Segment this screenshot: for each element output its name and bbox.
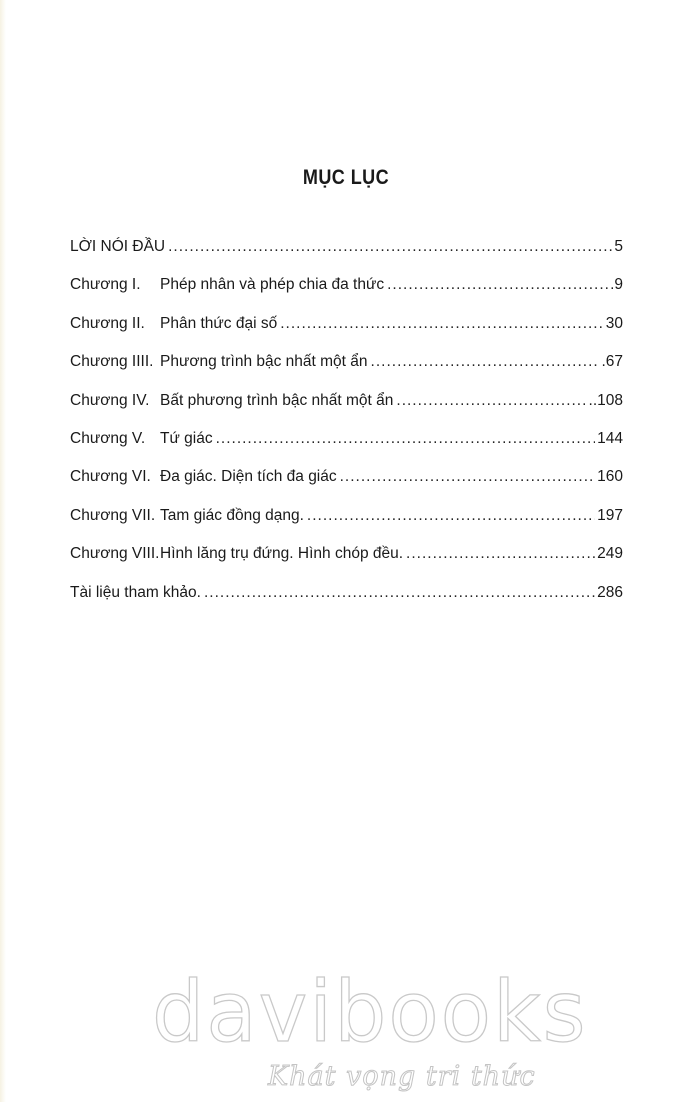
toc-entry-page: 249 [597, 545, 623, 563]
toc-entry-title: Phân thức đại số [160, 314, 278, 332]
table-of-contents [70, 238, 623, 622]
watermark-brand: davibooks [152, 963, 588, 1061]
toc-entry-page: .67 [601, 353, 623, 371]
toc-entry-page: 286 [597, 583, 623, 601]
toc-entry-title: Phép nhân và phép chia đa thức [160, 276, 385, 294]
toc-entry-preface [70, 238, 623, 276]
toc-leader-dots [280, 315, 604, 333]
toc-entry-chapter-7 [70, 507, 623, 545]
toc-entry-chapter-3 [70, 353, 623, 391]
toc-entry-page: 144 [597, 429, 623, 447]
toc-leader-dots [204, 584, 595, 602]
toc-entry-chapter: Chương VII. [70, 506, 156, 524]
toc-entry-page: ..108 [588, 391, 623, 409]
watermark-slogan: Khát vọng tri thức [268, 1061, 536, 1092]
toc-entry-title: Tam giác đồng dạng. [160, 506, 304, 524]
toc-entry-title: LỜI NÓI ĐẦU [70, 238, 166, 255]
toc-entry-chapter-5 [70, 430, 623, 468]
toc-entry-chapter: Chương VIII. [70, 545, 160, 563]
toc-entry-references [70, 584, 623, 622]
toc-leader-dots [406, 545, 595, 563]
toc-entry-chapter: Chương II. [70, 314, 145, 332]
toc-entry-page: 5 [614, 238, 623, 255]
toc-leader-dots [168, 238, 612, 256]
toc-entry-chapter: Chương IIII. [70, 353, 154, 371]
toc-entry-title: Tài liệu tham khảo. [70, 583, 201, 601]
toc-entry-chapter: Chương IV. [70, 391, 150, 409]
page-edge-shade [0, 0, 6, 1102]
toc-entry-chapter: Chương VI. [70, 468, 151, 486]
toc-entry-title: Hình lăng trụ đứng. Hình chóp đều. [160, 545, 404, 563]
toc-leader-dots [371, 353, 600, 371]
toc-entry-chapter: Chương I. [70, 276, 141, 294]
toc-entry-page: 160 [597, 468, 623, 486]
toc-leader-dots [396, 392, 586, 410]
toc-entry-title: Bất phương trình bậc nhất một ẩn [160, 391, 394, 409]
toc-entry-chapter-2 [70, 315, 623, 353]
toc-leader-dots [216, 430, 596, 448]
toc-entry-chapter-8 [70, 545, 623, 583]
toc-leader-dots [340, 468, 596, 486]
toc-entry-chapter-1 [70, 276, 623, 314]
toc-entry-chapter-4 [70, 392, 623, 430]
toc-entry-title: Tứ giác [160, 429, 213, 447]
toc-entry-chapter-6 [70, 468, 623, 506]
toc-entry-title: Đa giác. Diện tích đa giác [160, 468, 337, 486]
toc-entry-title: Phương trình bậc nhất một ẩn [160, 353, 368, 371]
toc-entry-chapter: Chương V. [70, 429, 146, 447]
toc-leader-dots [387, 276, 608, 294]
page-title: MỤC LỤC [302, 166, 390, 189]
toc-entry-page: 30 [605, 314, 623, 332]
toc-entry-page: .9 [610, 276, 623, 294]
toc-entry-page: 197 [597, 506, 623, 524]
toc-leader-dots [307, 507, 595, 525]
